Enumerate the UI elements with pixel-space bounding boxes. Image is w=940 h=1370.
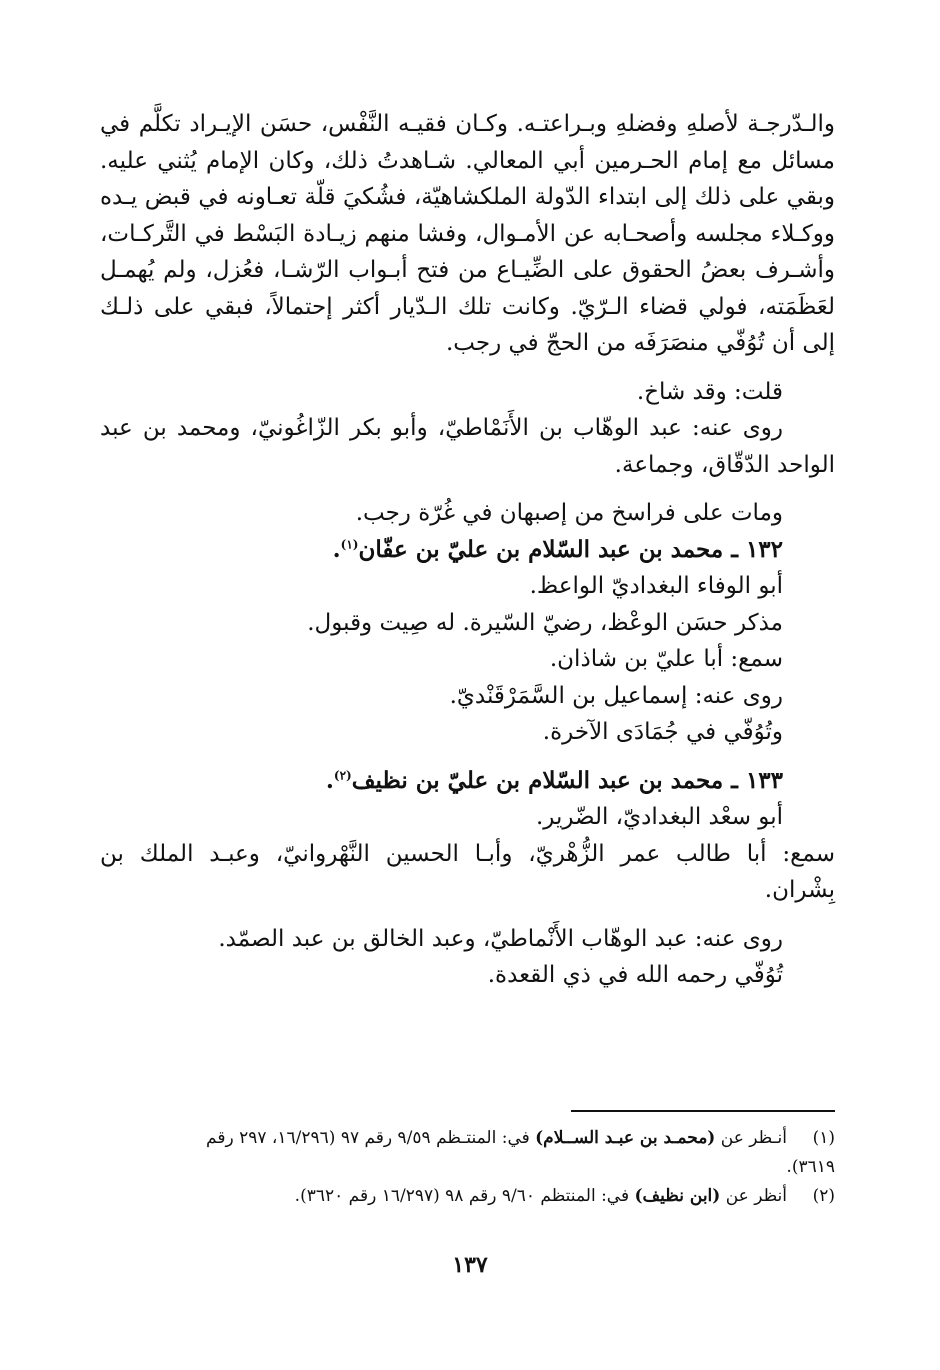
main-text: [100, 106, 835, 994]
text-line: بِشْران.: [764, 877, 835, 903]
text-line: الواحد الدّقّاق، وجماعة.: [614, 451, 835, 478]
text-line: لعَظَمَته، فولي قضاء الـرّيّ. وكانت تلك الـدّيار أكثر إحتمالاً، فبقي على ذلـك: [100, 293, 835, 320]
text-line: وتُوُفّي في جُمَادَى الآخرة.: [542, 719, 783, 745]
text-line: سمع: أبا عليّ بن شاذان.: [549, 646, 783, 672]
footnote-marker[interactable]: (٢): [333, 767, 352, 782]
text-line: وأشـرف بعضُ الحقوق على الضِّيـاع من فتح أبـواب الرّشـا، فعُزل، ولم يُهمـل: [100, 257, 835, 283]
text-line: وبقي على ذلك إلى ابتداء الدّولة الملكشاهيّة، فشُكيَ قلّة تعـاونه في قبض يـده: [100, 184, 835, 210]
text-line: قلت: وقد شاخ.: [636, 378, 783, 405]
text-line: أبو سعْد البغداديّ، الضّرير.: [535, 804, 783, 830]
text-line: مذكر حسَن الوعْظ، رضيّ السّيرة. له صِيت وقبول.: [307, 609, 783, 636]
text-line: إلى أن تُوُفّي منصَرَفَه من الحجّ في رجب.: [445, 330, 835, 356]
text-line: روى عنه: عبد الوهّاب بن الأَنَمْاطيّ، وأبو بكر الزّاغُونيّ، ومحمد بن عبد: [100, 415, 783, 441]
text-line: والـدّرجـة لأصلهِ وفضلهِ وبـراعتـه. وكـان فقيـه النَّفْس، حسَن الإيـراد تكلَّم في: [100, 111, 835, 137]
text-line: مسائل مع إمام الحـرمين أبي المعالي. شـاهدتُ ذلك، وكان الإمام يُثني عليه.: [100, 147, 835, 174]
footnote-divider: [571, 1110, 835, 1112]
entry-heading-132: ١٣٢ ـ محمد بن عبد السّلام بن عليّ بن عفّان$^{(١)}$.: [332, 535, 783, 563]
text-line: ووكـلاء مجلسه وأصحـابه عن الأمـوال، وفشا منهم زيـادة البَسْط في التَّركـات،: [100, 220, 835, 247]
footnotes: [110, 1124, 835, 1211]
text-line: روى عنه: إسماعيل بن السَّمَرْقَنْديّ.: [449, 682, 783, 709]
text-line: روى عنه: عبد الوهّاب الأَنْماطيّ، وعبد الخالق بن عبد الصمّد.: [218, 925, 783, 952]
entry-heading-133: ١٣٣ ـ محمد بن عبد السّلام بن عليّ بن نظيف$^{(٢)}$.: [325, 766, 783, 794]
footnote-marker[interactable]: (١): [340, 536, 359, 551]
page-number: ١٣٧: [452, 1252, 488, 1278]
footnote-1-continuation: ٣٦١٩).: [786, 1157, 835, 1177]
text-line: ومات على فراسخ من إصبهان في غُرّة رجب.: [355, 500, 783, 526]
footnote-2: (٢)أنظر عن (ابن نظيف) في: المنتظم ٩/٦٠ رقم ٩٨ (١٦/٢٩٧ رقم ٣٦٢٠).: [294, 1186, 835, 1206]
text-line: سمع: أبا طالب عمر الزُّهْريّ، وأبـا الحسين النَّهْروانيّ، وعبـد الملك بن: [100, 840, 835, 867]
text-line: تُوُفّي رحمه الله في ذي القعدة.: [487, 962, 783, 988]
footnote-1: (١)أنـظر عن (محمـد بن عبـد الســلام) في: المنتـظم ٩/٥٩ رقم ٩٧ (١٦/٢٩٦، ٢٩٧ رقم: [206, 1128, 835, 1148]
text-line: أبو الوفاء البغداديّ الواعظ.: [529, 573, 783, 599]
